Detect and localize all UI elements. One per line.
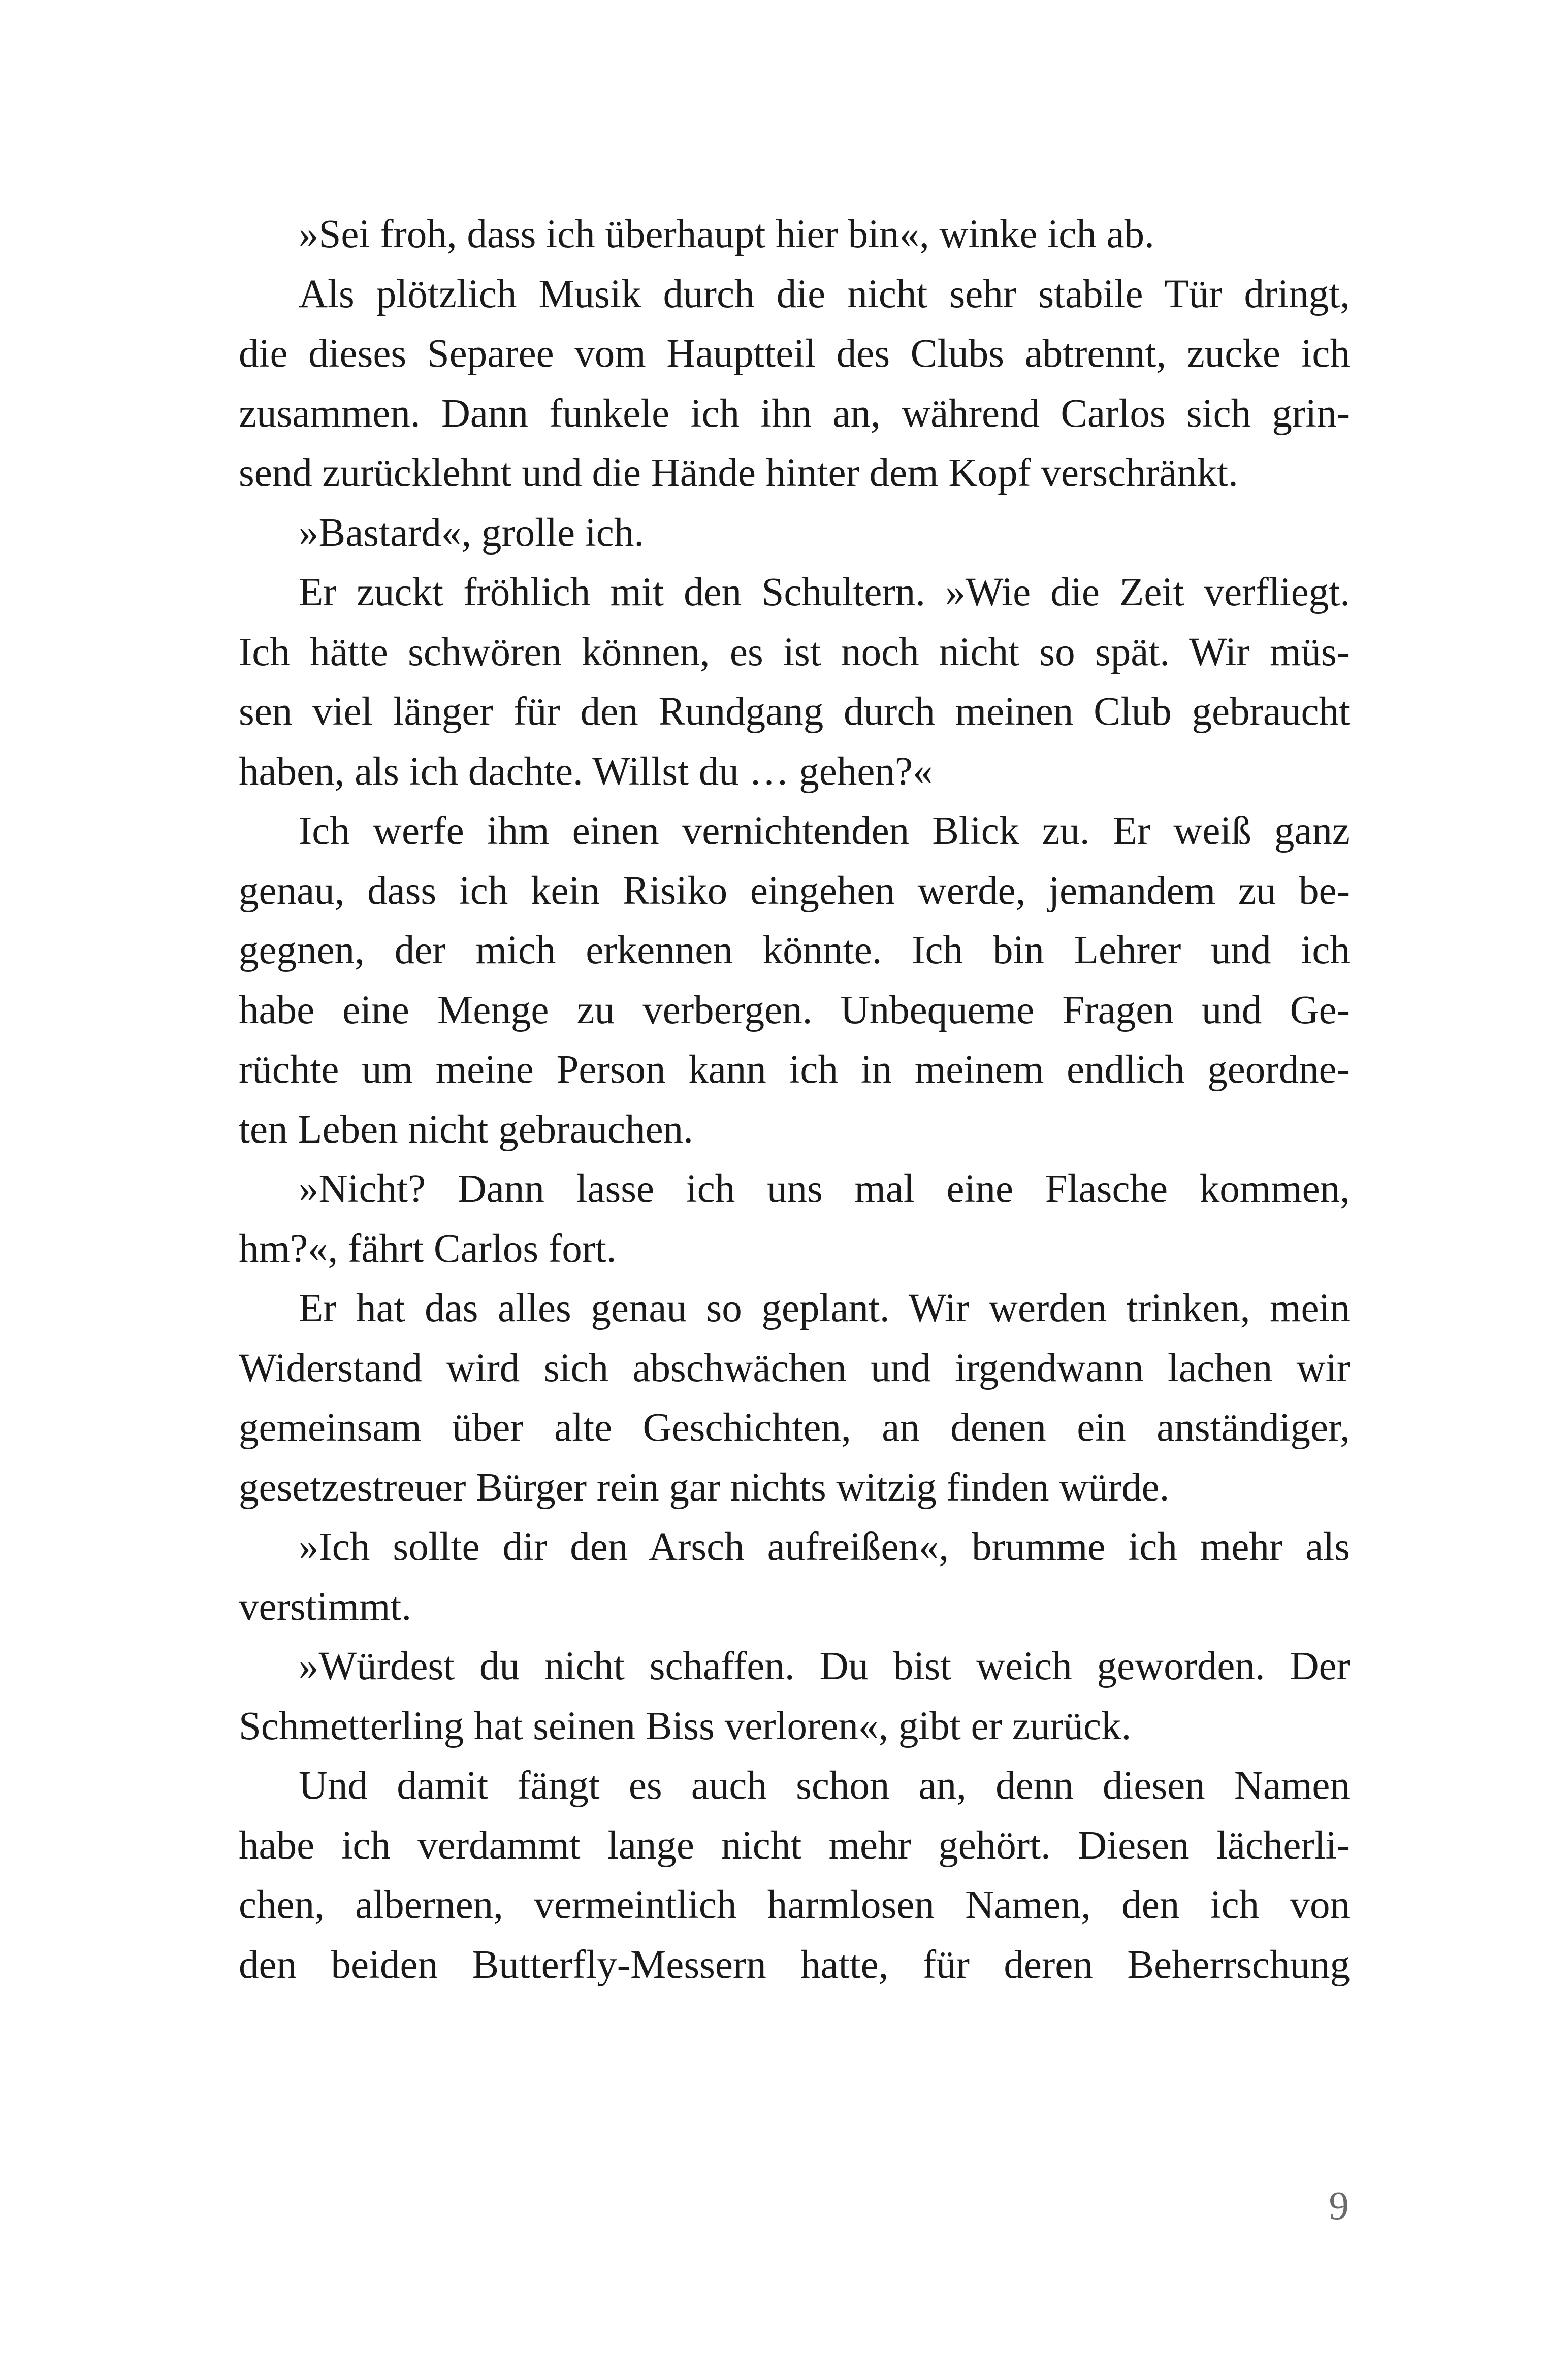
body-text xyxy=(239,205,1350,1995)
text-line: »Bastard«, grolle ich. xyxy=(299,510,645,555)
text-line: den beiden Butterfly-Messern hatte, für deren Beherrschung xyxy=(239,1942,1350,1987)
text-line: verstimmt. xyxy=(239,1584,412,1629)
text-line: Ich werfe ihm einen vernichtenden Blick zu. Er weiß ganz xyxy=(299,809,1350,853)
page-number: 9 xyxy=(1329,2184,1349,2228)
text-line: »Würdest du nicht schaffen. Du bist weich geworden. Der xyxy=(299,1644,1350,1688)
text-line: habe ich verdammt lange nicht mehr gehört. Diesen lächerli- xyxy=(239,1823,1350,1868)
text-line: zusammen. Dann funkele ich ihn an, während Carlos sich grin- xyxy=(239,391,1350,436)
text-line: Widerstand wird sich abschwächen und irgendwann lachen wir xyxy=(239,1346,1350,1390)
text-line: genau, dass ich kein Risiko eingehen werde, jemandem zu be- xyxy=(239,868,1350,913)
text-line: ten Leben nicht gebrauchen. xyxy=(239,1107,693,1152)
text-line: »Nicht? Dann lasse ich uns mal eine Flasche kommen, xyxy=(299,1167,1350,1211)
text-line: habe eine Menge zu verbergen. Unbequeme Fragen und Ge- xyxy=(239,988,1350,1032)
text-line: Als plötzlich Musik durch die nicht sehr stabile Tür dringt, xyxy=(299,272,1350,316)
text-line: Ich hätte schwören können, es ist noch nicht so spät. Wir müs- xyxy=(239,630,1350,674)
text-line: sen viel länger für den Rundgang durch meinen Club gebraucht xyxy=(239,690,1350,734)
text-line: gesetzestreuer Bürger rein gar nichts witzig finden würde. xyxy=(239,1465,1170,1510)
text-line: gemeinsam über alte Geschichten, an denen ein anständiger, xyxy=(239,1406,1350,1450)
text-line: hm?«, fährt Carlos fort. xyxy=(239,1226,617,1271)
text-line: gegnen, der mich erkennen könnte. Ich bin Lehrer und ich xyxy=(239,928,1350,972)
text-line: Er hat das alles genau so geplant. Wir werden trinken, mein xyxy=(299,1286,1350,1330)
text-line: chen, albernen, vermeintlich harmlosen Namen, den ich von xyxy=(239,1883,1350,1927)
text-line: send zurücklehnt und die Hände hinter dem Kopf verschränkt. xyxy=(239,451,1238,495)
text-line: rüchte um meine Person kann ich in meinem endlich geordne- xyxy=(239,1048,1350,1092)
text-line: »Ich sollte dir den Arsch aufreißen«, brumme ich mehr als xyxy=(299,1525,1350,1569)
text-line: haben, als ich dachte. Willst du … gehen?« xyxy=(239,749,933,794)
text-line: Und damit fängt es auch schon an, denn diesen Namen xyxy=(299,1764,1350,1808)
text-line: Schmetterling hat seinen Biss verloren«, gibt er zurück. xyxy=(239,1704,1132,1748)
text-line: Er zuckt fröhlich mit den Schultern. »Wie die Zeit verfliegt. xyxy=(299,570,1350,614)
text-line: »Sei froh, dass ich überhaupt hier bin«, winke ich ab. xyxy=(299,212,1154,256)
text-line: die dieses Separee vom Hauptteil des Clubs abtrennt, zucke ich xyxy=(239,332,1350,376)
